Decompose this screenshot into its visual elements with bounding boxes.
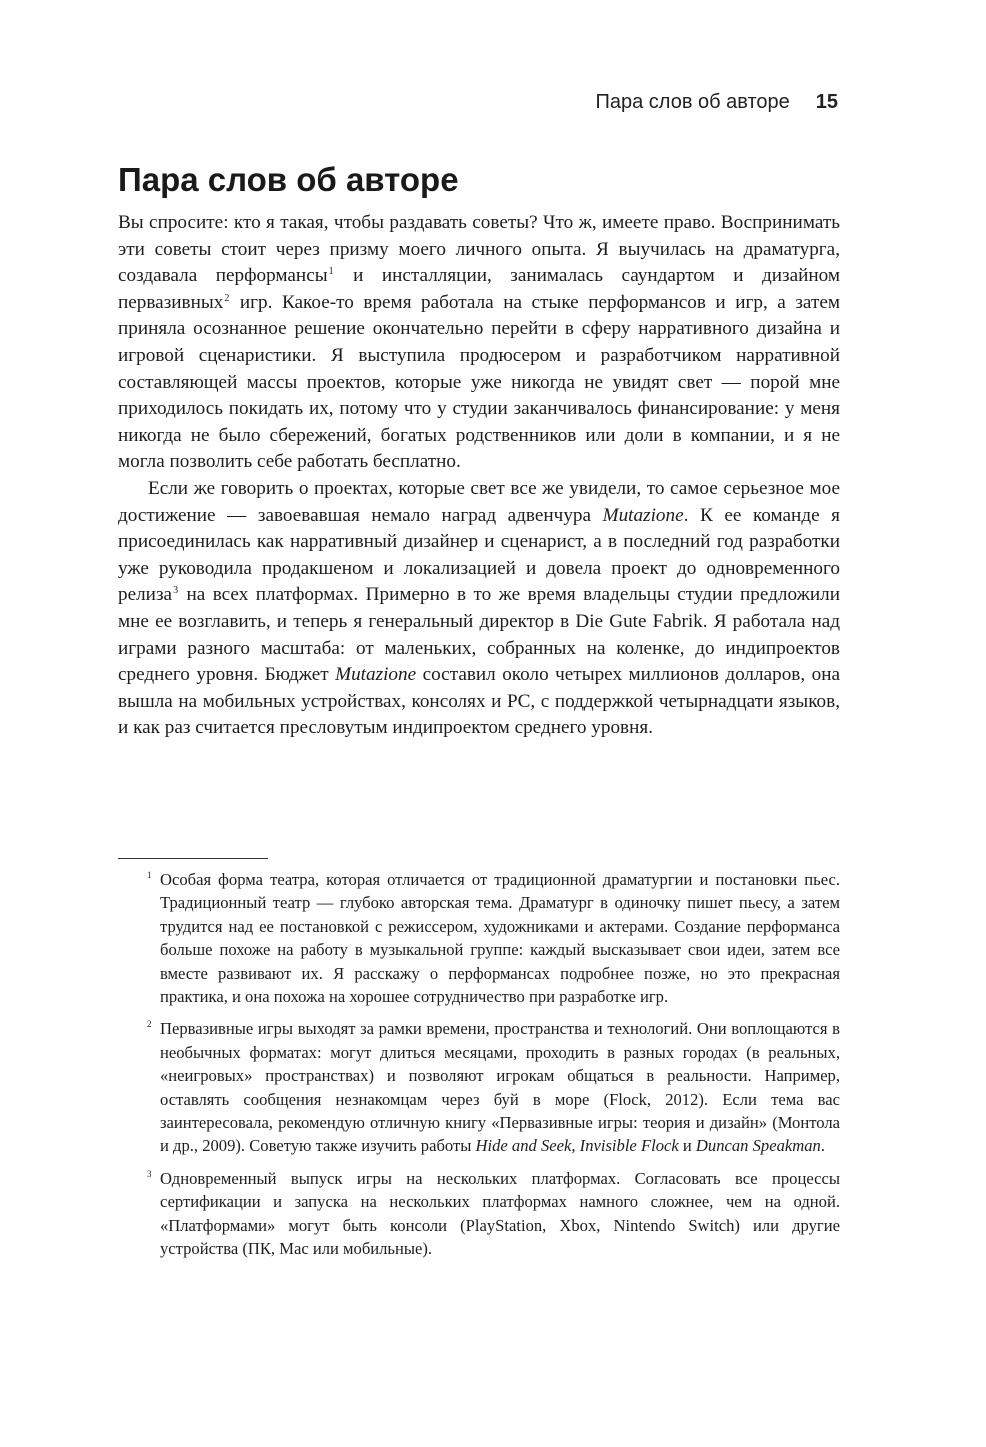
body-text <box>118 210 840 742</box>
paragraph-1-part-c: игр. Какое-то время работала на стыке перформансов и игр, а затем приняла осознанное решение окончательно перейти в сферу нарративного дизайна и игровой сценаристики. Я выступила продюсером и разработчиком нарративной составляющей массы проектов, которые уже никогда не увидят свет — порой мне приходилось покидать их, потому что у студии заканчивалось финансирование: у меня никогда не было сбережений, богатых родственников или доли в компании, и я не могла позволить себе работать бесплатно. <box>118 291 840 473</box>
footnote-2 <box>130 1017 840 1157</box>
footnote-3 <box>130 1167 840 1261</box>
footnote-divider <box>118 858 268 859</box>
running-title: Пара слов об авторе <box>595 91 790 113</box>
paragraph-1 <box>118 210 840 476</box>
footnote-mark: 1 <box>147 870 152 880</box>
cited-works: Duncan Speakman <box>695 1136 821 1156</box>
footnote-text: Особая форма театра, которая отличается от традиционной драматургии и постановки пьес. Традиционный театр — глубоко авторская тема. Драматург в одиночку пишет пьесу, а затем трудится над ее постановкой с режиссером, художниками и актерами. Создание перформанса больше похоже на работу в музыкальной группе: каждый высказывает свои идеи, затем все вместе развивают их. Я расскажу о перформансах подробнее позже, но это прекрасная практика, и она похожа на хорошее сотрудничество при разработке игр. <box>160 870 840 1007</box>
footnote-ref-1[interactable]: 1 <box>328 266 334 278</box>
footnote-ref-3[interactable]: 3 <box>173 585 179 597</box>
game-title: Mutazione <box>602 504 684 526</box>
paragraph-1-part-a: Вы спросите: кто я такая, чтобы раздавать советы? Что ж, имеете право. Воспринимать эти советы стоит через призму моего личного опыта. Я выучилась на драматурга, создавала перформансы <box>118 212 840 287</box>
paragraph-1-part-b: и инсталляции, занималась саундартом и дизайном первазивных <box>118 265 840 313</box>
footnote-text: Первазивные игры выходят за рамки времени, пространства и технологий. Они воплощаются в необычных форматах: могут длиться месяцами, проходить в разных городах (в реальных, «неигровых» пространствах) и позволяют игрокам общаться в реальности. Например, оставлять сообщения незнакомцам через буй в море (Flock, 2012). Если тема вас заинтересовала, рекомендую отличную книгу «Первазивные игры: теория и дизайн» (Монтола и др., 2009). Советую также изучить работы <box>160 1019 840 1156</box>
paragraph-2-part-a: Если же говорить о проектах, которые свет все же увидели, то самое серьезное мое достижение — завоевавшая немало наград адвенчура <box>118 477 840 526</box>
running-header <box>596 88 839 116</box>
section-title: Пара слов об авторе <box>118 161 459 198</box>
footnote-1 <box>130 868 840 1008</box>
footnote-mark: 3 <box>147 1168 152 1179</box>
paragraph-2-part-c: на всех платформах. Примерно в то же время владельцы студии предложили мне ее возглавить, и теперь я генеральный директор в Die Gute Fabrik. Я работала над играми разного масштаба: от маленьких, собранных на коленке, до индипроектов среднего уровня. Бюджет <box>118 584 840 686</box>
footnote-ref-2[interactable]: 2 <box>224 292 230 304</box>
paragraph-2 <box>118 476 840 742</box>
conjunction: и <box>678 1136 696 1156</box>
footnotes <box>130 868 840 1270</box>
footnote-mark: 2 <box>147 1019 152 1030</box>
footnote-text: Одновременный выпуск игры на нескольких платформах. Согласовать все процессы сертификации и запуска на нескольких платформах намного сложнее, чем на одной. «Платформами» могут быть консоли (PlayStation, Xbox, Nintendo Switch) или другие устройства (ПК, Mac или мобильные). <box>160 1168 840 1259</box>
paragraph-2-part-b: . К ее команде я присоединилась как нарративный дизайнер и сценарист, а в последний год разработки уже руководила продакшеном и локализацией и довела проект до одновременного релиза <box>118 504 840 606</box>
game-title: Mutazione <box>335 664 417 686</box>
page-number: 15 <box>815 91 838 113</box>
paragraph-2-part-d: составил около четырех миллионов долларов, она вышла на мобильных устройствах, консолях и PC, с поддержкой четырнадцати языков, и как раз считается пресловутым индипроектом среднего уровня. <box>118 664 840 739</box>
footnote-end: . <box>820 1136 825 1156</box>
cited-works: Hide and Seek, Invisible Flock <box>475 1136 679 1156</box>
